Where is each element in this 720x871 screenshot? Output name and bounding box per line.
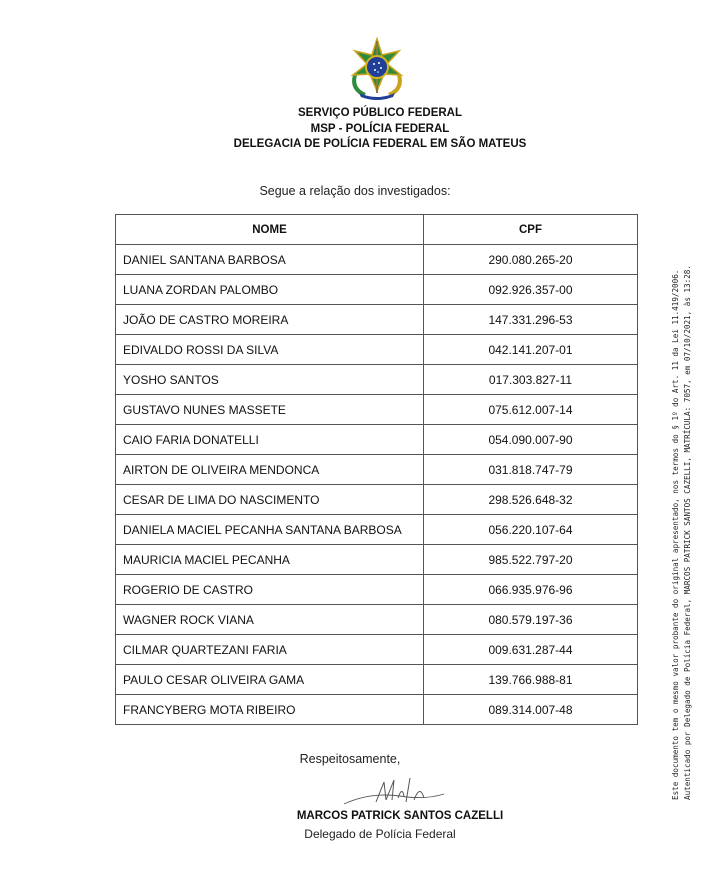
table-row [116,695,638,725]
row-cpf: 066.935.976-96 [424,575,638,605]
row-name: DANIEL SANTANA BARBOSA [116,245,424,275]
row-name: YOSHO SANTOS [116,365,424,395]
row-name: JOÃO DE CASTRO MOREIRA [116,305,424,335]
row-name: AIRTON DE OLIVEIRA MENDONCA [116,455,424,485]
table-row [116,485,638,515]
table-row [116,305,638,335]
table-row [116,335,638,365]
row-cpf: 017.303.827-11 [424,365,638,395]
table-row [116,425,638,455]
table-row [116,515,638,545]
row-cpf: 042.141.207-01 [424,335,638,365]
table-row [116,665,638,695]
row-cpf: 092.926.357-00 [424,275,638,305]
table-row [116,575,638,605]
row-cpf: 147.331.296-53 [424,305,638,335]
row-name: EDIVALDO ROSSI DA SILVA [116,335,424,365]
column-header-cpf: CPF [424,215,638,245]
row-cpf: 089.314.007-48 [424,695,638,725]
table-row [116,455,638,485]
row-cpf: 054.090.007-90 [424,425,638,455]
table-row [116,545,638,575]
row-name: MAURICIA MACIEL PECANHA [116,545,424,575]
row-cpf: 139.766.988-81 [424,665,638,695]
row-name: CAIO FARIA DONATELLI [116,425,424,455]
handwritten-signature [340,770,450,814]
signer-role: Delegado de Polícia Federal [304,827,456,841]
row-cpf: 985.522.797-20 [424,545,638,575]
intro-text: Segue a relação dos investigados: [259,184,451,198]
header-line-2: MSP - POLÍCIA FEDERAL [310,122,450,135]
table-row [116,275,638,305]
closing-text: Respeitosamente, [299,752,401,766]
investigated-table [115,214,638,725]
table-header-row [116,215,638,245]
table-row [116,605,638,635]
brazil-coat-of-arms-icon [347,37,407,101]
table-row [116,395,638,425]
row-name: CESAR DE LIMA DO NASCIMENTO [116,485,424,515]
authentication-note-line-2: Autenticado por Delegado de Polícia Federal, MARCOS PATRICK SANTOS CAZELLI, MATRÍCULA: 7057, em 07/10/2021, às 13:28. [683,265,692,800]
row-name: CILMAR QUARTEZANI FARIA [116,635,424,665]
table-row [116,365,638,395]
row-cpf: 056.220.107-64 [424,515,638,545]
document-header [160,106,600,153]
row-name: DANIELA MACIEL PECANHA SANTANA BARBOSA [116,515,424,545]
row-cpf: 009.631.287-44 [424,635,638,665]
table-row [116,635,638,665]
header-line-3: DELEGACIA DE POLÍCIA FEDERAL EM SÃO MATEUS [233,138,527,150]
row-name: ROGERIO DE CASTRO [116,575,424,605]
authentication-note-line-1: Este documento tem o mesmo valor probante do original apresentado, nos termos do § 1º do Art. 11 da Lei 11.419/2006. [671,269,680,800]
row-cpf: 031.818.747-79 [424,455,638,485]
header-line-1: SERVIÇO PÚBLICO FEDERAL [298,107,462,119]
row-name: PAULO CESAR OLIVEIRA GAMA [116,665,424,695]
signer-name: MARCOS PATRICK SANTOS CAZELLI [296,810,504,822]
authentication-note [670,200,694,800]
row-name: LUANA ZORDAN PALOMBO [116,275,424,305]
row-name: WAGNER ROCK VIANA [116,605,424,635]
column-header-nome: NOME [116,215,424,245]
row-cpf: 290.080.265-20 [424,245,638,275]
row-cpf: 080.579.197-36 [424,605,638,635]
row-name: FRANCYBERG MOTA RIBEIRO [116,695,424,725]
row-name: GUSTAVO NUNES MASSETE [116,395,424,425]
table-row [116,245,638,275]
row-cpf: 075.612.007-14 [424,395,638,425]
row-cpf: 298.526.648-32 [424,485,638,515]
